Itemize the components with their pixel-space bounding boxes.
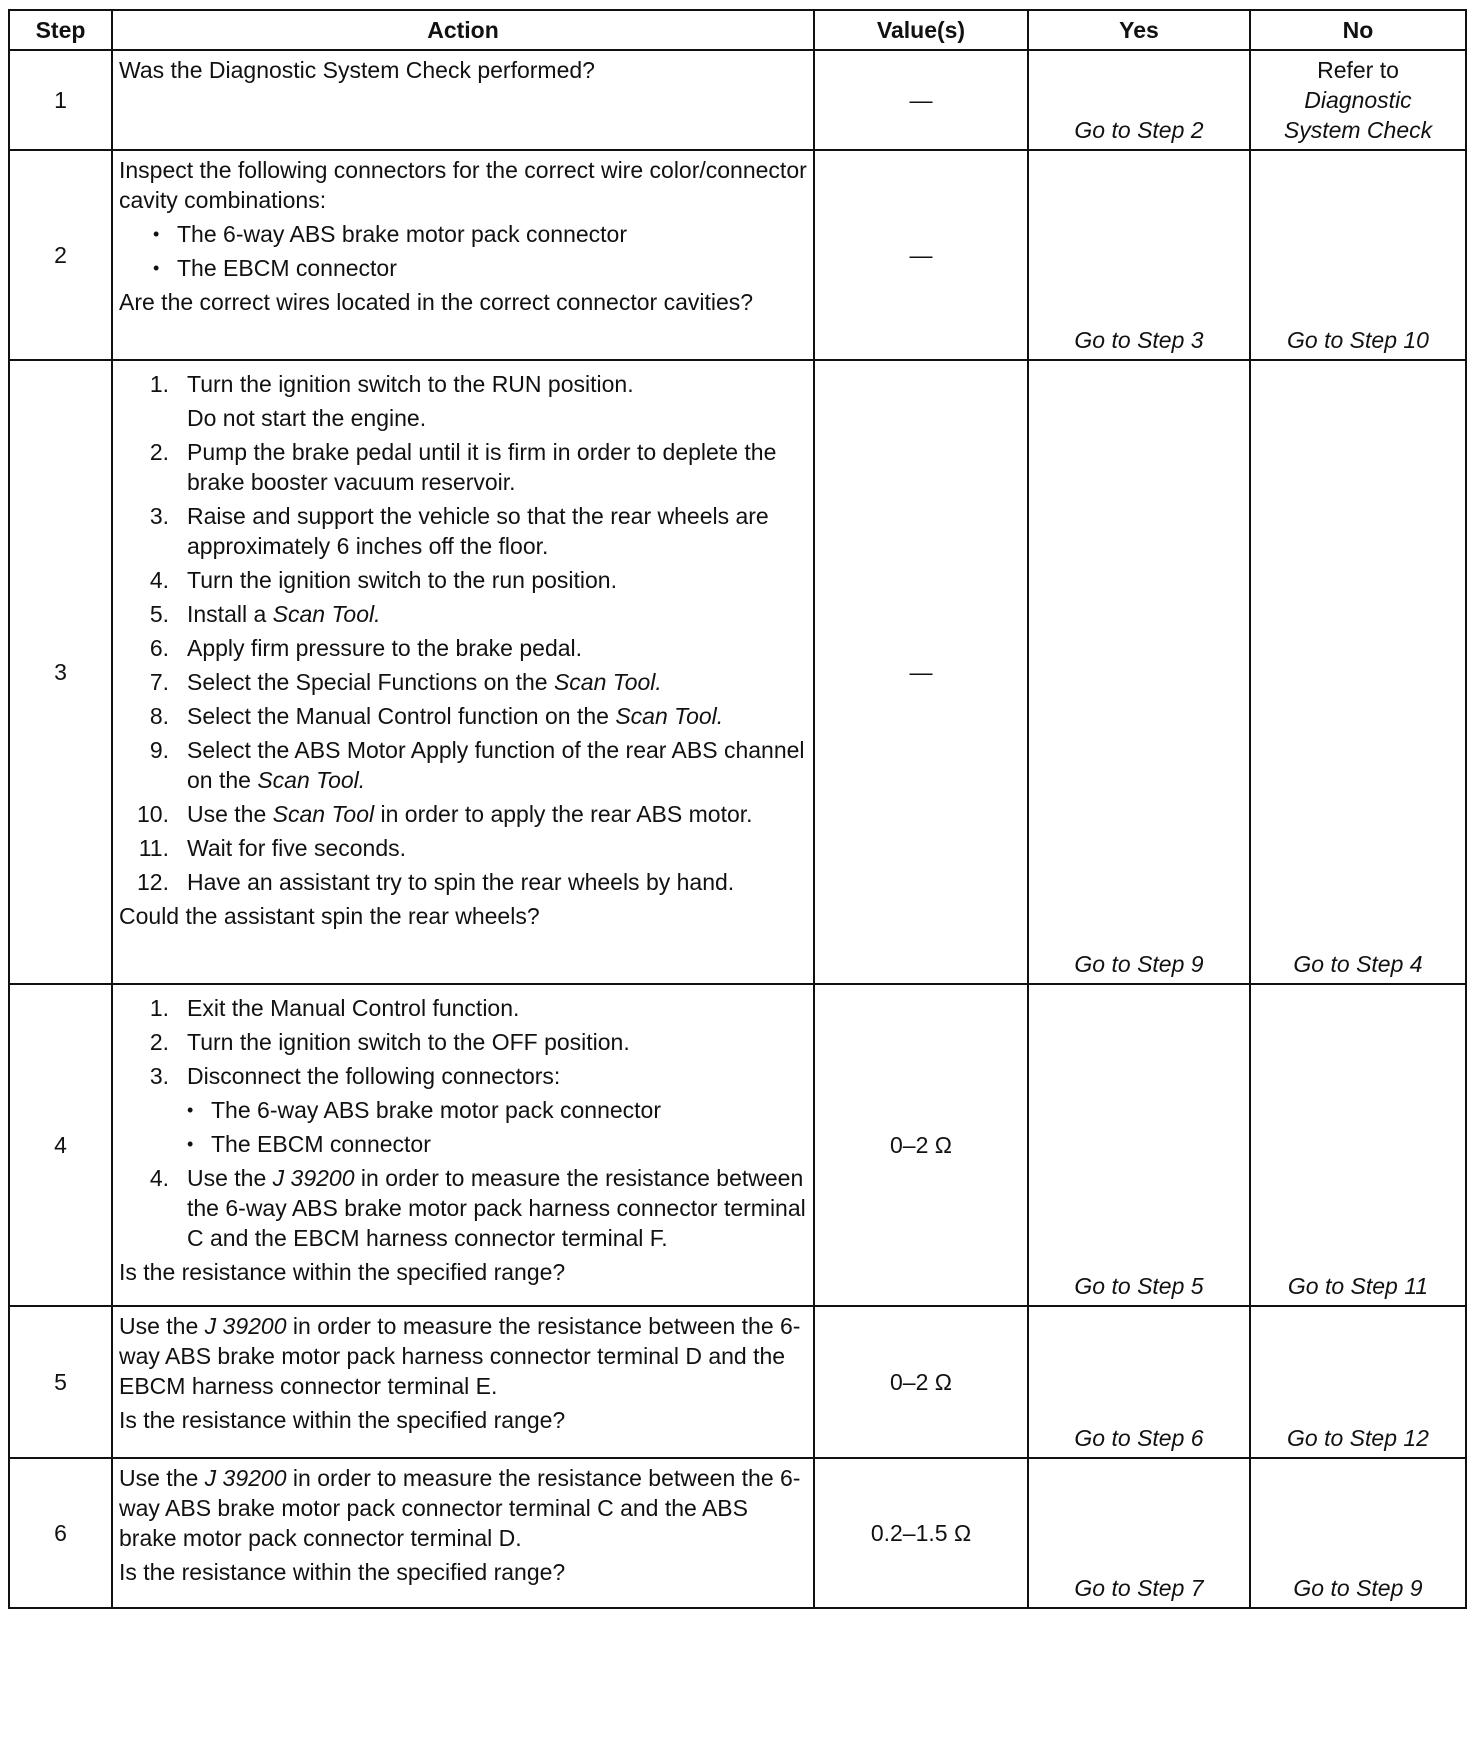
- action-cell: [112, 360, 814, 984]
- step-number: 4: [9, 984, 112, 1306]
- table-row: [9, 984, 1466, 1306]
- no-cell: Go to Step 10: [1250, 150, 1466, 360]
- step-number: 1: [9, 50, 112, 150]
- no-cell: [1250, 50, 1466, 150]
- value-cell: —: [814, 50, 1028, 150]
- numbered-item: 9 . Select the ABS Motor Apply function of the rear ABS channel on the Scan Tool.: [119, 735, 809, 795]
- step-number: 5: [9, 1306, 112, 1458]
- yes-cell: Go to Step 2: [1028, 50, 1250, 150]
- table-row: [9, 50, 1466, 150]
- tool-name: Scan Tool.: [257, 767, 366, 793]
- no-cell: Go to Step 4: [1250, 360, 1466, 984]
- value-cell: —: [814, 150, 1028, 360]
- action-cell: [112, 50, 814, 150]
- value-cell: 0–2 Ω: [814, 1306, 1028, 1458]
- action-question: Could the assistant spin the rear wheels?: [119, 903, 540, 929]
- numbered-item: 8 . Select the Manual Control function on the Scan Tool.: [119, 701, 809, 731]
- step-number: 6: [9, 1458, 112, 1608]
- tool-name: Scan Tool.: [272, 601, 381, 627]
- yes-cell: Go to Step 9: [1028, 360, 1250, 984]
- numbered-item: 1 . Exit the Manual Control function.: [119, 993, 809, 1023]
- action-intro: Inspect the following connectors for the correct wire color/connector cavity combinations:: [119, 157, 807, 213]
- diagnostic-table: [8, 9, 1467, 1609]
- header-yes: Yes: [1028, 10, 1250, 50]
- table-row: [9, 150, 1466, 360]
- step-number: 3: [9, 360, 112, 984]
- action-question: Are the correct wires located in the correct connector cavities?: [119, 289, 754, 315]
- action-cell: [112, 1306, 814, 1458]
- action-text: Use the J 39200 in order to measure the resistance between the 6-way ABS brake motor pack harness connector terminal D and the EBCM harness connector terminal E.: [119, 1313, 801, 1399]
- action-cell: [112, 984, 814, 1306]
- numbered-item: 3 . Disconnect the following connectors:: [119, 1061, 809, 1091]
- tool-name: J 39200: [204, 1313, 287, 1339]
- action-text: Use the J 39200 in order to measure the resistance between the 6-way ABS brake motor pack connector terminal C and the ABS brake motor pack connector terminal D.: [119, 1465, 801, 1551]
- yes-cell: Go to Step 6: [1028, 1306, 1250, 1458]
- numbered-item: Do not start the engine.: [187, 405, 427, 431]
- header-action: Action: [112, 10, 814, 50]
- tool-name: Scan Tool.: [615, 703, 724, 729]
- yes-cell: Go to Step 3: [1028, 150, 1250, 360]
- numbered-item: 3 . Raise and support the vehicle so that the rear wheels are approximately 6 inches off the floor.: [119, 501, 809, 561]
- numbered-item: 2 . Turn the ignition switch to the OFF position.: [119, 1027, 809, 1057]
- step-number: 2: [9, 150, 112, 360]
- numbered-item: 10 . Use the Scan Tool in order to apply the rear ABS motor.: [119, 799, 809, 829]
- table-row: [9, 1458, 1466, 1608]
- action-cell: [112, 1458, 814, 1608]
- header-step: Step: [9, 10, 112, 50]
- no-cell: Go to Step 12: [1250, 1306, 1466, 1458]
- action-cell: [112, 150, 814, 360]
- header-no: No: [1250, 10, 1466, 50]
- action-question: Is the resistance within the specified range?: [119, 1259, 566, 1285]
- tool-name: J 39200: [204, 1465, 287, 1491]
- numbered-item: 12 . Have an assistant try to spin the rear wheels by hand.: [119, 867, 809, 897]
- bullet-item: • The 6-way ABS brake motor pack connector: [153, 219, 809, 249]
- tool-name: J 39200: [272, 1165, 355, 1191]
- numbered-item: 4 . Turn the ignition switch to the run position.: [119, 565, 809, 595]
- yes-cell: Go to Step 5: [1028, 984, 1250, 1306]
- action-question: Was the Diagnostic System Check performed?: [119, 57, 595, 83]
- table-row: [9, 360, 1466, 984]
- value-cell: —: [814, 360, 1028, 984]
- no-reference: Diagnostic System Check: [1283, 87, 1433, 143]
- yes-cell: Go to Step 7: [1028, 1458, 1250, 1608]
- no-cell: Go to Step 9: [1250, 1458, 1466, 1608]
- numbered-item: 4 . Use the J 39200 in order to measure the resistance between the 6-way ABS brake motor pack harness connector terminal C and the EBCM harness connector terminal F.: [119, 1163, 809, 1253]
- numbered-item: 11 . Wait for five seconds.: [119, 833, 809, 863]
- table-row: [9, 1306, 1466, 1458]
- action-question: Is the resistance within the specified range?: [119, 1559, 566, 1585]
- bullet-item: • The EBCM connector: [187, 1129, 809, 1159]
- numbered-item: 1 . Turn the ignition switch to the RUN position.: [119, 369, 809, 399]
- header-values: Value(s): [814, 10, 1028, 50]
- no-cell: Go to Step 11: [1250, 984, 1466, 1306]
- numbered-item: 6 . Apply firm pressure to the brake pedal.: [119, 633, 809, 663]
- tool-name: Scan Tool.: [553, 669, 662, 695]
- numbered-item: 7 . Select the Special Functions on the Scan Tool.: [119, 667, 809, 697]
- bullet-item: • The 6-way ABS brake motor pack connector: [187, 1095, 809, 1125]
- no-prefix: Refer to: [1317, 57, 1399, 83]
- value-cell: 0.2–1.5 Ω: [814, 1458, 1028, 1608]
- value-cell: 0–2 Ω: [814, 984, 1028, 1306]
- tool-name: Scan Tool: [272, 801, 375, 827]
- header-row: [9, 10, 1466, 50]
- numbered-item: 2 . Pump the brake pedal until it is firm in order to deplete the brake booster vacuum reservoir.: [119, 437, 809, 497]
- bullet-item: • The EBCM connector: [153, 253, 809, 283]
- action-question: Is the resistance within the specified range?: [119, 1407, 566, 1433]
- numbered-item: 5 . Install a Scan Tool.: [119, 599, 809, 629]
